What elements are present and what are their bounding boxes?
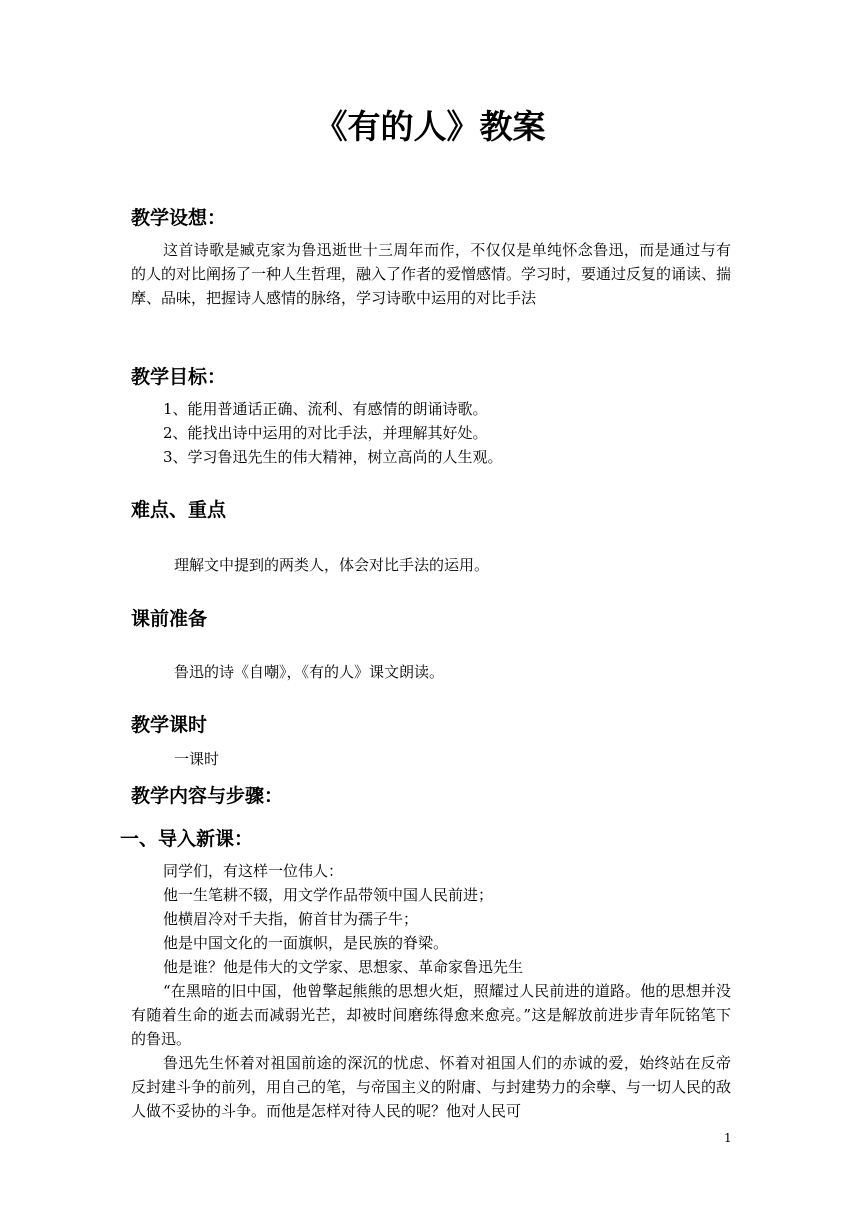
intro-line-4: 他是中国文化的一面旗帜，是民族的脊梁。	[163, 934, 449, 952]
goal-item-1: 1、能用普通话正确、流利、有感情的朗诵诗歌。	[163, 400, 488, 418]
page-number: 1	[724, 1131, 732, 1145]
document-title: 《有的人》教案	[314, 107, 546, 146]
goal-item-2: 2、能找出诗中运用的对比手法，并理解其好处。	[163, 424, 488, 442]
heading-content-steps: 教学内容与步骤：	[131, 785, 284, 807]
intro-line-2: 他一生笔耕不辍，用文学作品带领中国人民前进；	[163, 886, 494, 904]
paragraph-teaching-design: 这首诗歌是臧克家为鲁迅逝世十三周年而作，不仅仅是单纯怀念鲁迅，而是通过与有的人的对比阐扬了一种人生哲理，融入了作者的爱憎感情。学习时，要通过反复的诵读、揣摩、品味，把握诗人感情的脉络，学习诗歌中运用的对比手法	[131, 241, 732, 307]
heading-teaching-design: 教学设想：	[131, 207, 227, 229]
intro-line-1: 同学们，有这样一位伟人：	[163, 862, 344, 880]
paragraph-quote: “在黑暗的旧中国，他曾擎起熊熊的思想火炬，照耀过人民前进的道路。他的思想并没有随着生命的逝去而减弱光芒，却被时间磨练得愈来愈亮。”这是解放前进步青年阮铭笔下的鲁迅。	[131, 982, 731, 1048]
intro-line-5: 他是谁？他是伟大的文学家、思想家、革命家鲁迅先生	[163, 958, 524, 976]
heading-teaching-goals: 教学目标：	[131, 366, 227, 388]
heading-keypoints: 难点、重点	[131, 499, 227, 521]
heading-preparation: 课前准备	[131, 608, 208, 630]
paragraph-lu-xun: 鲁迅先生怀着对祖国前途的深沉的忧虑、怀着对祖国人们的赤诚的爱，始终站在反帝反封建斗争的前列，用自己的笔，与帝国主义的附庸、与封建势力的余孽、与一切人民的敌人做不妥协的斗争。而他是怎样对待人民的呢？他对人民可	[131, 1054, 732, 1120]
paragraph-keypoints: 理解文中提到的两类人，体会对比手法的运用。	[174, 556, 490, 574]
goal-item-3: 3、学习鲁迅先生的伟大精神，树立高尚的人生观。	[163, 448, 503, 466]
intro-line-3: 他横眉冷对千夫指，俯首甘为孺子牛；	[163, 910, 419, 928]
heading-class-hours: 教学课时	[131, 714, 208, 736]
paragraph-class-hours: 一课时	[174, 750, 220, 768]
paragraph-preparation: 鲁迅的诗《自嘲》，《有的人》课文朗读。	[174, 663, 445, 681]
heading-introduction: 一、导入新课：	[120, 828, 254, 850]
